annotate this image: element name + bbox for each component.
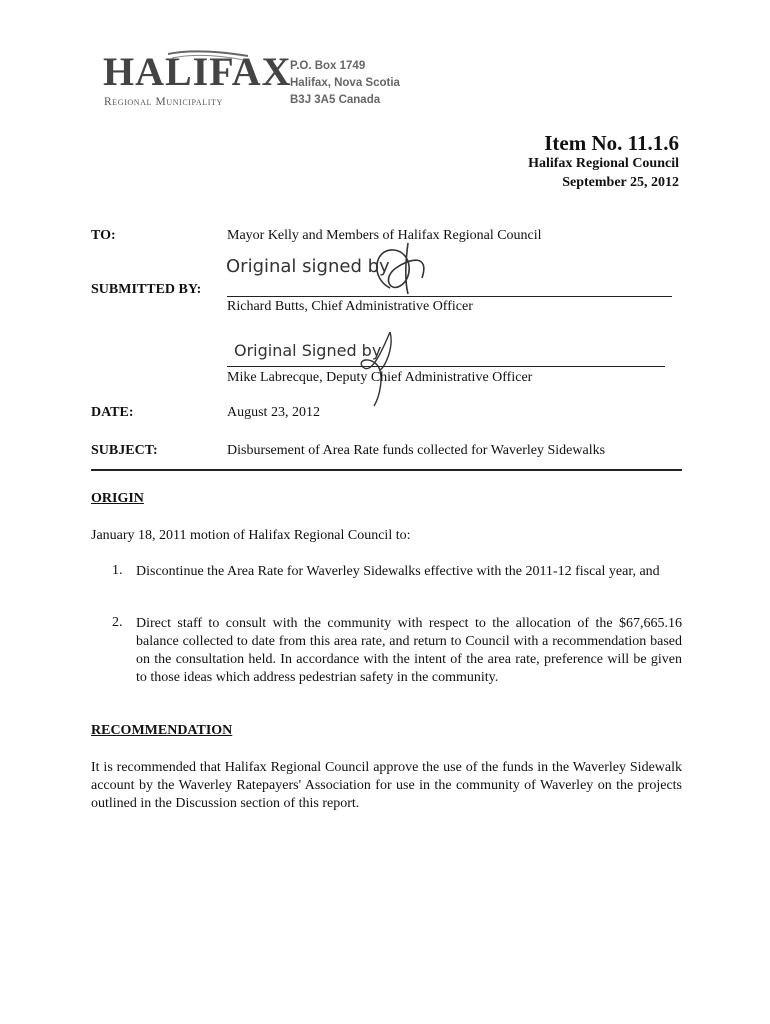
subject-value: Disbursement of Area Rate funds collected for Waverley Sidewalks: [227, 443, 606, 458]
origin-heading: ORIGIN: [91, 491, 144, 506]
origin-item-2-number: 2.: [112, 615, 123, 630]
origin-item-1-text: Discontinue the Area Rate for Waverley Sidewalks effective with the 2011-12 fiscal year, and: [136, 564, 660, 579]
signature-1-text: Original signed by: [226, 256, 390, 277]
signature-1-scribble-icon: [360, 238, 440, 298]
origin-intro: January 18, 2011 motion of Halifax Regional Council to:: [91, 528, 411, 543]
logo-wordmark: HALIFAX: [103, 49, 292, 94]
origin-item-1-number: 1.: [112, 563, 123, 578]
submitter-1: Richard Butts, Chief Administrative Officer: [227, 299, 473, 314]
meeting-date: September 25, 2012: [562, 175, 679, 190]
submitted-by-label: SUBMITTED BY:: [91, 282, 202, 297]
recommendation-heading: RECOMMENDATION: [91, 723, 233, 738]
address-line-1: P.O. Box 1749: [290, 60, 366, 72]
origin-item-2-text: Direct staff to consult with the community with respect to the allocation of the $67,665.16 balance collected to date from this area rate, and return to Council with a recommendation based on the consultation held. In accordance with the intent of the area rate, preference will be given to those ideas which address pedestrian safety in the community.: [136, 616, 682, 685]
to-label: TO:: [91, 228, 116, 243]
signature-2-text: Original Signed by: [234, 341, 382, 360]
recommendation-text: It is recommended that Halifax Regional Council approve the use of the funds in the Waverley Sidewalk account by the Waverley Ratepayers' Association for use in the community of Waverley on the projects outlined in the Discussion section of this report.: [91, 760, 682, 811]
subject-label: SUBJECT:: [91, 443, 158, 458]
item-number: Item No. 11.1.6: [544, 131, 679, 155]
date-label: DATE:: [91, 405, 134, 420]
address-line-2: Halifax, Nova Scotia: [290, 77, 400, 89]
signature-line-1: [227, 296, 672, 297]
logo-subtitle: Regional Municipality: [104, 96, 223, 108]
address-line-3: B3J 3A5 Canada: [290, 94, 381, 106]
signature-2-scribble-icon: [350, 326, 410, 410]
submitter-2: Mike Labrecque, Deputy Chief Administrative Officer: [227, 370, 533, 385]
to-value: Mayor Kelly and Members of Halifax Regional Council: [227, 228, 542, 243]
signature-line-2: [227, 366, 665, 367]
header-divider: [91, 469, 682, 471]
date-value: August 23, 2012: [227, 405, 320, 420]
council-name: Halifax Regional Council: [528, 156, 679, 171]
